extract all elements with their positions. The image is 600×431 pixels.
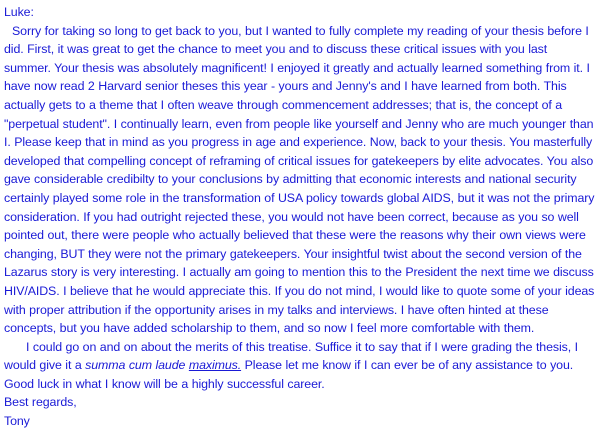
salutation: Luke: bbox=[4, 5, 34, 19]
closing-line: Good luck in what I know will be a highly successful career. bbox=[4, 376, 325, 391]
letter-paragraph-1: Sorry for taking so long to get back to you, but I wanted to fully complete my reading of your thesis before I did. First, it was great to get the chance to meet you and to discuss these critical issues with you last summer. Your thesis was absolutely magnificent! I enjoyed it greatly and actually learned something from it. I have now read 2 Harvard senior theses this year - yours and Jenny's and I have learned from both. This actually gets to a theme that I often weave through commencement addresses; that is, the concept of a "perpetual student". I continually learn, even from people like yourself and Jenny who are much younger than I. Please keep that in mind as you progress in age and experience. Now, back to your thesis. You masterfully developed that compelling concept of reframing of critical issues for gatekeepers by elite advocates. You also gave considerable credibilty to your conclusions by admitting that economic interests and national security certainly played some role in the transformation of USA policy towards global AIDS, but it was not the primary consideration. If you had outright rejected these, you would not have been correct, because as you so well pointed out, there were people who actually believed that these were the reasons why their own views were changing, BUT they were not the primary gatekeepers. Your insightful twist about the second version of the Lazarus story is very interesting. I actually am going to mention this to the President the next time we discuss HIV/AIDS. I believe that he would appreciate this. If you do not mind, I would like to quote some of your ideas with proper attribution if the opportunity arises in my talks and interviews. I have often hinted at these concepts, but you have added scholarship to them, and so now I feel more comfortable with them. bbox=[4, 23, 595, 336]
latin-honor-phrase: summa cum laude bbox=[85, 358, 189, 373]
signature: Tony bbox=[4, 414, 30, 429]
latin-honor-emphasis: maximus. bbox=[188, 358, 242, 373]
paragraph-2-text-start: I could go on and on about the merits of this treatise. Suffice it to say that if I were grading the thesis, I would give it a bbox=[4, 339, 578, 373]
paragraph-2-text-end: Please let me know if I can ever be of any assistance to you. bbox=[241, 358, 574, 373]
letter-paragraph-2 bbox=[4, 338, 596, 375]
regards-line: Best regards, bbox=[4, 395, 77, 410]
